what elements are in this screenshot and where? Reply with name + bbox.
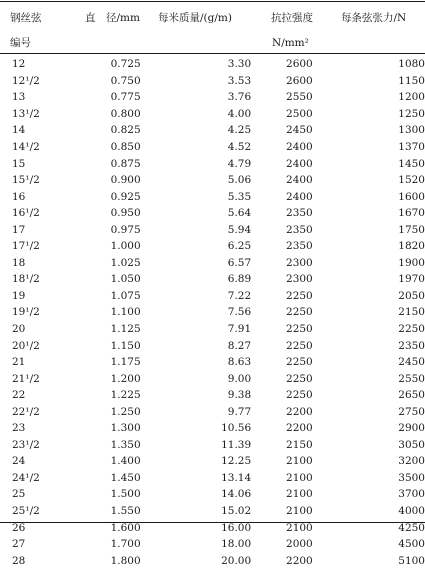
- table-row: [0, 321, 425, 338]
- cell-gauge: 12¹/2: [12, 74, 40, 87]
- cell-diameter: 1.125: [110, 323, 141, 336]
- cell-mass-per-meter: 9.38: [227, 389, 252, 402]
- cell-mass-per-meter: 9.77: [227, 405, 252, 418]
- cell-mass-per-meter: 18.00: [221, 538, 252, 551]
- header-tension-per-string: 每条弦张力/N: [341, 12, 407, 24]
- cell-diameter: 1.175: [110, 356, 141, 369]
- cell-gauge: 22: [12, 389, 26, 402]
- header-gauge-number: 编号: [10, 37, 31, 49]
- cell-tensile-strength: 2250: [286, 289, 313, 302]
- cell-tensile-strength: 2400: [286, 174, 313, 187]
- table-row: [0, 437, 425, 454]
- cell-gauge: 12: [12, 58, 26, 71]
- cell-tension: 3200: [398, 455, 425, 468]
- cell-gauge: 24: [12, 455, 26, 468]
- cell-gauge: 17¹/2: [12, 240, 40, 253]
- cell-gauge: 21: [12, 356, 26, 369]
- cell-tensile-strength: 2400: [286, 190, 313, 203]
- cell-tensile-strength: 2200: [286, 422, 313, 435]
- cell-mass-per-meter: 9.00: [227, 372, 252, 385]
- cell-tension: 1970: [398, 273, 425, 286]
- cell-gauge: 18: [12, 256, 26, 269]
- table-row: [0, 238, 425, 255]
- cell-diameter: 0.825: [110, 124, 141, 137]
- cell-gauge: 19¹/2: [12, 306, 40, 319]
- cell-mass-per-meter: 3.53: [227, 74, 252, 87]
- table-row: [0, 271, 425, 288]
- cell-diameter: 1.225: [110, 389, 141, 402]
- table-row: [0, 453, 425, 470]
- table-row: [0, 56, 425, 73]
- cell-tensile-strength: 2350: [286, 207, 313, 220]
- cell-diameter: 0.900: [110, 174, 141, 187]
- cell-tension: 1200: [398, 91, 425, 104]
- cell-tension: 1450: [398, 157, 425, 170]
- cell-diameter: 0.875: [110, 157, 141, 170]
- cell-diameter: 1.600: [110, 521, 141, 534]
- cell-diameter: 0.775: [110, 91, 141, 104]
- cell-tension: 1900: [398, 256, 425, 269]
- cell-gauge: 23: [12, 422, 26, 435]
- header-tensile-unit: N/mm²: [272, 37, 309, 49]
- cell-mass-per-meter: 15.02: [221, 505, 252, 518]
- cell-tension: 2750: [398, 405, 425, 418]
- cell-tension: 3700: [398, 488, 425, 501]
- cell-tensile-strength: 2600: [286, 58, 313, 71]
- cell-diameter: 1.400: [110, 455, 141, 468]
- cell-gauge: 26: [12, 521, 26, 534]
- cell-tensile-strength: 2600: [286, 74, 313, 87]
- cell-tensile-strength: 2100: [286, 471, 313, 484]
- table-row: [0, 205, 425, 222]
- cell-gauge: 16¹/2: [12, 207, 40, 220]
- cell-tensile-strength: 2450: [286, 124, 313, 137]
- cell-diameter: 1.075: [110, 289, 141, 302]
- cell-tensile-strength: 2200: [286, 405, 313, 418]
- cell-gauge: 15: [12, 157, 26, 170]
- cell-tension: 3050: [398, 438, 425, 451]
- cell-gauge: 20¹/2: [12, 339, 40, 352]
- cell-diameter: 0.750: [110, 74, 141, 87]
- cell-mass-per-meter: 5.64: [227, 207, 252, 220]
- cell-mass-per-meter: 6.89: [227, 273, 252, 286]
- cell-gauge: 24¹/2: [12, 471, 40, 484]
- cell-diameter: 1.150: [110, 339, 141, 352]
- cell-mass-per-meter: 16.00: [221, 521, 252, 534]
- cell-gauge: 18¹/2: [12, 273, 40, 286]
- cell-tensile-strength: 2100: [286, 488, 313, 501]
- cell-gauge: 16: [12, 190, 26, 203]
- cell-tensile-strength: 2550: [286, 91, 313, 104]
- cell-mass-per-meter: 4.79: [227, 157, 252, 170]
- table-top-rule: [0, 1, 425, 2]
- table-row: [0, 536, 425, 553]
- table-row: [0, 255, 425, 272]
- cell-mass-per-meter: 5.06: [227, 174, 252, 187]
- cell-tensile-strength: 2400: [286, 157, 313, 170]
- table-row: [0, 503, 425, 520]
- cell-gauge: 15¹/2: [12, 174, 40, 187]
- cell-tensile-strength: 2300: [286, 256, 313, 269]
- table-row: [0, 73, 425, 90]
- table-row: [0, 354, 425, 371]
- table-row: [0, 420, 425, 437]
- cell-gauge: 21¹/2: [12, 372, 40, 385]
- cell-diameter: 1.800: [110, 554, 141, 567]
- table-body: [0, 56, 425, 569]
- cell-diameter: 1.000: [110, 240, 141, 253]
- cell-diameter: 1.450: [110, 471, 141, 484]
- table-bottom-rule: [0, 522, 425, 523]
- cell-tension: 4500: [398, 538, 425, 551]
- cell-mass-per-meter: 20.00: [221, 554, 252, 567]
- cell-mass-per-meter: 10.56: [221, 422, 252, 435]
- cell-tension: 5100: [398, 554, 425, 567]
- cell-tension: 4000: [398, 505, 425, 518]
- table-row: [0, 188, 425, 205]
- cell-mass-per-meter: 12.25: [221, 455, 252, 468]
- cell-mass-per-meter: 13.14: [221, 471, 252, 484]
- table-row: [0, 470, 425, 487]
- cell-diameter: 0.975: [110, 223, 141, 236]
- cell-tensile-strength: 2250: [286, 356, 313, 369]
- cell-gauge: 23¹/2: [12, 438, 40, 451]
- cell-diameter: 1.025: [110, 256, 141, 269]
- cell-gauge: 19: [12, 289, 26, 302]
- table-row: [0, 304, 425, 321]
- cell-gauge: 13¹/2: [12, 107, 40, 120]
- cell-tensile-strength: 2000: [286, 538, 313, 551]
- cell-tension: 2350: [398, 339, 425, 352]
- table-row: [0, 172, 425, 189]
- table-row: [0, 122, 425, 139]
- cell-tension: 1750: [398, 223, 425, 236]
- cell-tension: 1300: [398, 124, 425, 137]
- cell-mass-per-meter: 7.91: [227, 323, 252, 336]
- cell-mass-per-meter: 3.30: [227, 58, 252, 71]
- cell-mass-per-meter: 6.57: [227, 256, 252, 269]
- cell-tension: 1600: [398, 190, 425, 203]
- table-row: [0, 370, 425, 387]
- cell-tensile-strength: 2100: [286, 455, 313, 468]
- header-tensile-strength: 抗拉强度: [271, 12, 313, 24]
- cell-tension: 1080: [398, 58, 425, 71]
- cell-gauge: 25¹/2: [12, 505, 40, 518]
- header-diameter: 直 径/mm: [85, 12, 140, 24]
- cell-diameter: 0.800: [110, 107, 141, 120]
- cell-diameter: 1.250: [110, 405, 141, 418]
- table-row: [0, 337, 425, 354]
- cell-diameter: 0.950: [110, 207, 141, 220]
- cell-gauge: 14¹/2: [12, 141, 40, 153]
- cell-tensile-strength: 2350: [286, 240, 313, 253]
- cell-mass-per-meter: 4.25: [227, 124, 252, 137]
- cell-tension: 1370: [398, 141, 425, 153]
- cell-mass-per-meter: 6.25: [227, 240, 252, 253]
- cell-mass-per-meter: 7.56: [227, 306, 252, 319]
- cell-gauge: 13: [12, 91, 26, 104]
- cell-mass-per-meter: 14.06: [221, 488, 252, 501]
- cell-tensile-strength: 2100: [286, 521, 313, 534]
- cell-tensile-strength: 2250: [286, 306, 313, 319]
- cell-tensile-strength: 2150: [286, 438, 313, 451]
- cell-mass-per-meter: 11.39: [221, 438, 252, 451]
- cell-diameter: 1.350: [110, 438, 141, 451]
- table-row: [0, 288, 425, 305]
- table-row: [0, 552, 425, 569]
- cell-diameter: 0.725: [110, 58, 141, 71]
- cell-tension: 2250: [398, 323, 425, 336]
- table-row: [0, 89, 425, 106]
- cell-diameter: 0.850: [110, 141, 141, 153]
- cell-tension: 2900: [398, 422, 425, 435]
- cell-tensile-strength: 2250: [286, 323, 313, 336]
- table-row: [0, 403, 425, 420]
- cell-diameter: 1.550: [110, 505, 141, 518]
- cell-diameter: 1.500: [110, 488, 141, 501]
- cell-tensile-strength: 2250: [286, 339, 313, 352]
- cell-tensile-strength: 2300: [286, 273, 313, 286]
- cell-tension: 2450: [398, 356, 425, 369]
- cell-gauge: 25: [12, 488, 26, 501]
- cell-tension: 1150: [398, 74, 425, 87]
- cell-diameter: 0.925: [110, 190, 141, 203]
- cell-mass-per-meter: 4.52: [227, 141, 252, 153]
- cell-mass-per-meter: 8.63: [227, 356, 252, 369]
- table-row: [0, 486, 425, 503]
- cell-tension: 2550: [398, 372, 425, 385]
- cell-gauge: 20: [12, 323, 26, 336]
- cell-tensile-strength: 2250: [286, 372, 313, 385]
- cell-tension: 3500: [398, 471, 425, 484]
- cell-diameter: 1.100: [110, 306, 141, 319]
- header-gauge: 钢丝弦: [10, 12, 42, 24]
- cell-tensile-strength: 2100: [286, 505, 313, 518]
- cell-gauge: 17: [12, 223, 26, 236]
- cell-tensile-strength: 2250: [286, 389, 313, 402]
- cell-diameter: 1.050: [110, 273, 141, 286]
- cell-tensile-strength: 2500: [286, 107, 313, 120]
- string-spec-table: [0, 56, 425, 569]
- cell-tension: 4250: [398, 521, 425, 534]
- cell-gauge: 27: [12, 538, 26, 551]
- cell-mass-per-meter: 3.76: [227, 91, 252, 104]
- cell-mass-per-meter: 5.35: [227, 190, 252, 203]
- table-row: [0, 106, 425, 123]
- cell-mass-per-meter: 7.22: [227, 289, 252, 302]
- header-separator-rule: [0, 53, 425, 54]
- cell-tensile-strength: 2350: [286, 223, 313, 236]
- cell-mass-per-meter: 8.27: [227, 339, 252, 352]
- table-row: [0, 139, 425, 156]
- table-row: [0, 221, 425, 238]
- cell-gauge: 28: [12, 554, 26, 567]
- cell-tension: 1520: [398, 174, 425, 187]
- table-row: [0, 387, 425, 404]
- cell-diameter: 1.700: [110, 538, 141, 551]
- cell-diameter: 1.300: [110, 422, 141, 435]
- table-row: [0, 155, 425, 172]
- cell-mass-per-meter: 5.94: [227, 223, 252, 236]
- cell-tension: 1670: [398, 207, 425, 220]
- cell-gauge: 22¹/2: [12, 405, 40, 418]
- cell-mass-per-meter: 4.00: [227, 107, 252, 120]
- cell-tension: 2050: [398, 289, 425, 302]
- cell-tension: 1820: [398, 240, 425, 253]
- cell-tensile-strength: 2200: [286, 554, 313, 567]
- cell-tension: 1250: [398, 107, 425, 120]
- cell-tensile-strength: 2400: [286, 141, 313, 153]
- cell-tension: 2650: [398, 389, 425, 402]
- cell-tension: 2150: [398, 306, 425, 319]
- header-mass-per-meter: 每米质量/(g/m): [158, 12, 232, 24]
- cell-gauge: 14: [12, 124, 26, 137]
- cell-diameter: 1.200: [110, 372, 141, 385]
